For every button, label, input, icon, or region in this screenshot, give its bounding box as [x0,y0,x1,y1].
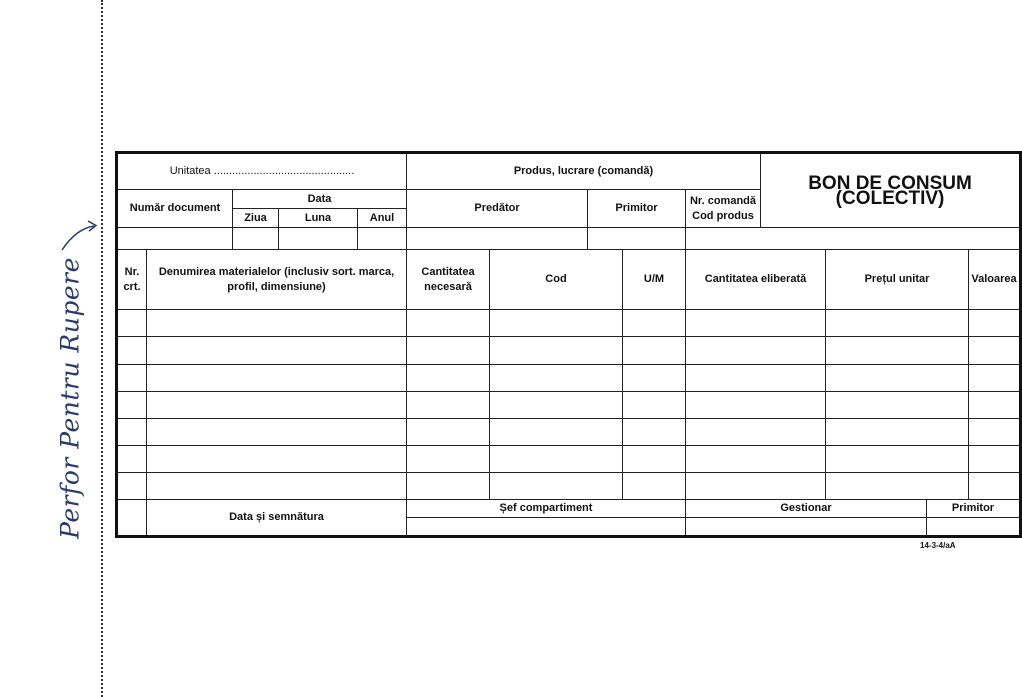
anul-input[interactable] [358,228,407,250]
ziua-input[interactable] [233,228,279,250]
predator-input[interactable] [407,228,588,250]
footer-nr-crt-cell [117,499,147,536]
anul-label: Anul [358,209,407,228]
data-semnatura-label: Data și semnătura [147,499,407,536]
form-code: 14-3-4/aA [920,541,956,550]
table-row [117,418,1021,445]
col-denumirea: Denumirea materialelor (inclusiv sort. marca, profil, dimensiune) [147,250,407,310]
unitatea-field: Unitatea .............................................. [117,153,407,190]
table-row [117,472,1021,499]
col-nr-crt: Nr. crt. [117,250,147,310]
form-title-line2: (COLECTIV) [835,187,945,209]
perforation-line [101,0,103,697]
col-cod: Cod [490,250,623,310]
table-row [117,310,1021,337]
bon-de-consum-form [115,151,1022,538]
nr-comanda-label: Nr. comandă Cod produs [686,190,761,228]
arrow-icon [58,214,102,254]
table-row [117,445,1021,472]
produs-lucrare-label: Produs, lucrare (comandă) [407,153,761,190]
primitor-signature[interactable] [927,517,1021,536]
sef-compartiment-label: Șef compartiment [407,499,686,517]
luna-input[interactable] [279,228,358,250]
predator-label: Predător [407,190,588,228]
data-label: Data [233,190,407,209]
col-cantitatea-eliberata: Cantitatea eliberată [686,250,826,310]
form-title-line1: BON DE CONSUM [808,172,972,194]
primitor-input[interactable] [588,228,686,250]
ziua-label: Ziua [233,209,279,228]
numar-document-input[interactable] [117,228,233,250]
table-row [117,391,1021,418]
nr-comanda-input[interactable] [686,228,1021,250]
form-title [761,153,1021,228]
col-valoarea: Valoarea [969,250,1021,310]
col-um: U/M [623,250,686,310]
col-pretul-unitar: Prețul unitar [826,250,969,310]
sef-compartiment-signature[interactable] [407,517,686,536]
primitor-label: Primitor [588,190,686,228]
table-row [117,364,1021,391]
table-row [117,337,1021,364]
numar-document-label: Număr document [117,190,233,228]
perforation-label: Perfor Pentru Rupere [55,257,85,539]
primitor-footer-label: Primitor [927,499,1021,517]
gestionar-label: Gestionar [686,499,927,517]
gestionar-signature[interactable] [686,517,927,536]
luna-label: Luna [279,209,358,228]
col-cantitatea-necesara: Cantitatea necesară [407,250,490,310]
